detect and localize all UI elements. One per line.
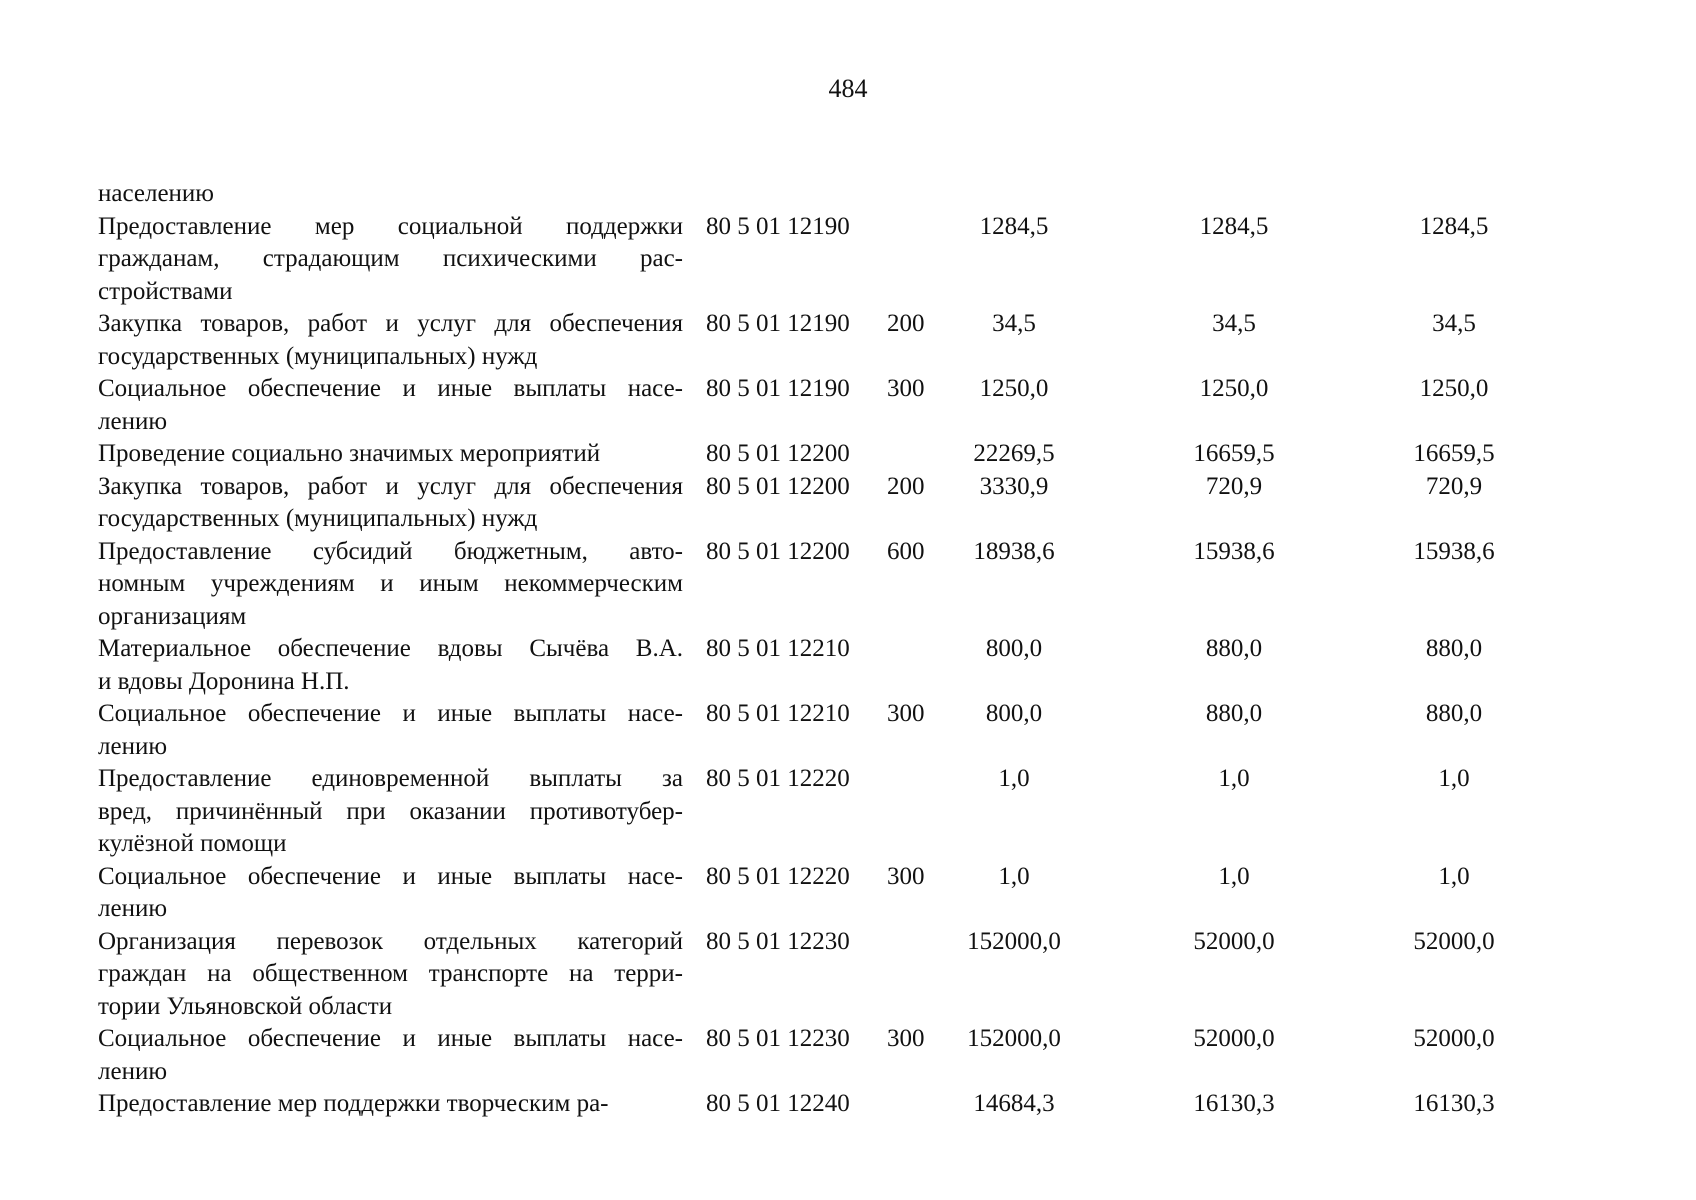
row-description — [98, 926, 683, 1024]
row-amount-3: 52000,0 — [1413, 927, 1495, 955]
table-row — [98, 1088, 1578, 1121]
row-amount-2: 1,0 — [1218, 862, 1250, 890]
row-description — [98, 536, 683, 634]
row-amount-1: 1250,0 — [979, 375, 1049, 402]
row-code: 80 5 01 12190 — [706, 310, 850, 337]
row-code: 80 5 01 12220 — [706, 862, 850, 890]
table-row — [98, 926, 1578, 1024]
row-code: 80 5 01 12200 — [706, 472, 850, 500]
description-line: гражданам, страдающим психическими рас- — [98, 245, 683, 272]
row-amount-3: 52000,0 — [1413, 1025, 1495, 1052]
table-row — [98, 438, 1578, 471]
description-line: Предоставление субсидий бюджетным, авто- — [98, 537, 683, 565]
row-expense-type: 200 — [887, 472, 925, 500]
row-description — [98, 471, 683, 536]
row-code: 80 5 01 12210 — [706, 700, 850, 727]
row-expense-type: 300 — [887, 375, 925, 402]
table-row — [98, 1023, 1578, 1088]
row-code: 80 5 01 12220 — [706, 765, 850, 792]
row-amount-1: 34,5 — [992, 310, 1036, 337]
row-amount-3: 1,0 — [1438, 765, 1470, 792]
table-row — [98, 861, 1578, 926]
description-line: Организация перевозок отдельных категорий — [98, 927, 683, 955]
description-line: организациям — [98, 602, 247, 630]
row-description — [98, 1088, 683, 1121]
row-description — [98, 211, 683, 309]
row-amount-2: 52000,0 — [1193, 927, 1275, 955]
description-line: лению — [98, 895, 168, 922]
row-code: 80 5 01 12230 — [706, 927, 850, 955]
description-line: Предоставление мер социальной поддержки — [98, 212, 683, 240]
row-amount-3: 1284,5 — [1419, 212, 1489, 240]
description-line: государственных (муниципальных) нужд — [98, 505, 538, 532]
row-amount-1: 800,0 — [985, 635, 1043, 662]
row-amount-1: 800,0 — [985, 700, 1043, 727]
row-amount-1: 1,0 — [998, 862, 1030, 890]
description-line: государственных (муниципальных) нужд — [98, 342, 538, 370]
page-number: 484 — [828, 74, 868, 103]
row-description — [98, 1023, 683, 1088]
row-code: 80 5 01 12240 — [706, 1090, 850, 1117]
table-row — [98, 698, 1578, 763]
table-row — [98, 211, 1578, 309]
description-line: вред, причинённый при оказании противотубер- — [98, 797, 683, 825]
row-description — [98, 763, 683, 861]
row-amount-3: 880,0 — [1425, 700, 1483, 727]
row-amount-1: 14684,3 — [973, 1090, 1055, 1117]
description-line: лению — [98, 732, 168, 760]
description-line: Социальное обеспечение и иные выплаты насе- — [98, 700, 683, 727]
description-line: лению — [98, 1057, 168, 1085]
description-line: номным учреждениям и иным некоммерческим — [98, 570, 683, 597]
table-row — [98, 633, 1578, 698]
row-description — [98, 861, 683, 926]
row-amount-2: 34,5 — [1212, 310, 1256, 337]
row-amount-1: 152000,0 — [967, 1025, 1061, 1052]
table-row — [98, 178, 1578, 211]
description-line: Предоставление мер поддержки творческим ра- — [98, 1090, 609, 1117]
description-line: Закупка товаров, работ и услуг для обеспечения — [98, 310, 683, 337]
description-line: Социальное обеспечение и иные выплаты насе- — [98, 1025, 683, 1052]
description-line: Проведение социально значимых мероприятий — [98, 440, 601, 467]
row-description — [98, 698, 683, 763]
table-row — [98, 373, 1578, 438]
row-expense-type: 300 — [887, 862, 925, 890]
row-description — [98, 438, 683, 471]
row-amount-1: 152000,0 — [967, 927, 1061, 955]
row-amount-3: 1250,0 — [1419, 375, 1489, 402]
row-description — [98, 178, 683, 211]
row-amount-2: 880,0 — [1205, 700, 1263, 727]
description-line: кулёзной помощи — [98, 830, 287, 857]
row-amount-1: 22269,5 — [973, 440, 1055, 467]
row-amount-3: 16130,3 — [1413, 1090, 1495, 1117]
description-line: лению — [98, 407, 168, 435]
description-line: Закупка товаров, работ и услуг для обеспечения — [98, 472, 683, 500]
row-amount-1: 1,0 — [998, 765, 1030, 792]
description-line: Социальное обеспечение и иные выплаты насе- — [98, 862, 683, 890]
row-amount-1: 18938,6 — [973, 537, 1055, 565]
row-code: 80 5 01 12190 — [706, 212, 850, 240]
row-code: 80 5 01 12190 — [706, 375, 850, 402]
row-amount-2: 16659,5 — [1193, 440, 1275, 467]
description-line: граждан на общественном транспорте на терри- — [98, 960, 683, 987]
row-code: 80 5 01 12200 — [706, 537, 850, 565]
table-row — [98, 471, 1578, 536]
row-amount-2: 1284,5 — [1199, 212, 1269, 240]
row-expense-type: 300 — [887, 1025, 925, 1052]
row-amount-1: 3330,9 — [979, 472, 1049, 500]
description-line: Материальное обеспечение вдовы Сычёва В.А. — [98, 635, 683, 662]
row-amount-2: 880,0 — [1205, 635, 1263, 662]
description-line: тории Ульяновской области — [98, 992, 393, 1020]
row-amount-3: 34,5 — [1432, 310, 1476, 337]
row-amount-2: 52000,0 — [1193, 1025, 1275, 1052]
description-line: Социальное обеспечение и иные выплаты насе- — [98, 375, 683, 402]
description-line: стройствами — [98, 277, 233, 305]
row-amount-3: 880,0 — [1425, 635, 1483, 662]
row-amount-2: 15938,6 — [1193, 537, 1275, 565]
row-code: 80 5 01 12200 — [706, 440, 850, 467]
row-amount-3: 16659,5 — [1413, 440, 1495, 467]
row-amount-2: 1250,0 — [1199, 375, 1269, 402]
row-amount-2: 720,9 — [1205, 472, 1263, 500]
table-row — [98, 536, 1578, 634]
row-description — [98, 373, 683, 438]
row-code: 80 5 01 12210 — [706, 635, 850, 662]
table-row — [98, 763, 1578, 861]
table-row — [98, 308, 1578, 373]
description-line: и вдовы Доронина Н.П. — [98, 667, 350, 695]
row-amount-3: 15938,6 — [1413, 537, 1495, 565]
row-amount-2: 1,0 — [1218, 765, 1250, 792]
description-line: Предоставление единовременной выплаты за — [98, 765, 683, 792]
row-expense-type: 200 — [887, 310, 925, 337]
row-expense-type: 300 — [887, 700, 925, 727]
row-amount-3: 720,9 — [1425, 472, 1483, 500]
row-code: 80 5 01 12230 — [706, 1025, 850, 1052]
row-amount-1: 1284,5 — [979, 212, 1049, 240]
row-description — [98, 633, 683, 698]
row-expense-type: 600 — [887, 537, 925, 565]
row-amount-3: 1,0 — [1438, 862, 1470, 890]
row-amount-2: 16130,3 — [1193, 1090, 1275, 1117]
description-line: населению — [98, 180, 214, 207]
row-description — [98, 308, 683, 373]
